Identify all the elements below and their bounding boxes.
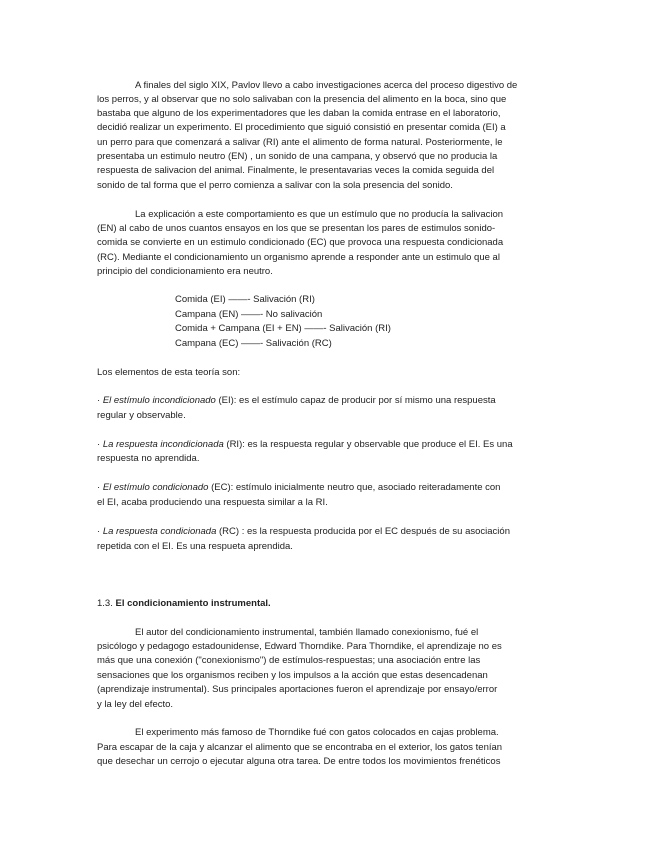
list-item-line: respuesta no aprendida. (97, 453, 200, 464)
text-line: que desechar un cerrojo o ejecutar alguna otra tarea. De entre todos los movimientos frenéticos (97, 756, 501, 767)
section-title: El condicionamiento instrumental. (115, 598, 271, 609)
text-line: más que una conexión ("conexionismo") de estímulos-respuestas; una asociación entre las (97, 655, 481, 666)
text-line: A finales del siglo XIX, Pavlov llevo a cabo investigaciones acerca del proceso digestivo de (135, 80, 518, 91)
list-item-line: regular y observable. (97, 410, 186, 421)
bullet: · (97, 395, 103, 406)
scheme-line: Comida + Campana (EI + EN) ——- Salivación (RI) (175, 323, 391, 334)
text-line: El experimento más famoso de Thorndike fué con gatos colocados en cajas problema. (135, 727, 499, 738)
scheme-line: Campana (EN) ——- No salivación (175, 309, 323, 320)
list-item-term: La respuesta incondicionada (102, 439, 224, 450)
list-item-term: El estímulo condicionado (102, 482, 209, 493)
text-line: decidió realizar un experimento. El procedimiento que siguió consistió en presentar comida (EI) a (97, 122, 506, 133)
list-item-line (97, 439, 513, 451)
bullet: · (97, 439, 103, 450)
text-line: un perro para que comenzará a salivar (RI) ante el alimento de forma natural. Posteriormente, le (97, 137, 503, 148)
text-line: (RC). Mediante el condicionamiento un organismo aprende a responder ante un estimulo que al (97, 252, 500, 263)
elements-intro: Los elementos de esta teoría son: (97, 367, 241, 378)
list-item-term: El estímulo incondicionado (102, 395, 216, 406)
text-line: los perros, y al observar que no solo salivaban con la presencia del alimento en la boca, sino que (97, 94, 507, 105)
text-line: respuesta de salivacion del animal. Finalmente, le presentavarias veces la comida seguida del (97, 165, 495, 176)
list-item-text: (EI): es el estímulo capaz de producir por sí mismo una respuesta (215, 395, 496, 406)
text-line: y la ley del efecto. (97, 699, 174, 710)
text-line: La explicación a este comportamiento es que un estímulo que no producía la salivacion (135, 209, 504, 220)
scheme-line: Comida (EI) ——- Salivación (RI) (175, 294, 315, 305)
list-item-line (97, 482, 500, 494)
text-line: (aprendizaje instrumental). Sus principales aportaciones fueron el aprendizaje por ensayo/error (97, 684, 498, 695)
text-line: principio del condicionamiento era neutro. (97, 266, 273, 277)
list-item-line (97, 395, 496, 407)
scheme-line: Campana (EC) ——- Salivación (RC) (175, 338, 332, 349)
section-heading (97, 598, 271, 610)
text-line: sensaciones que los organismos reciben y los impulsos a la acción que estas desencadenan (97, 670, 488, 681)
text-line: (EN) al cabo de unos cuantos ensayos en los que se presentan los pares de estimulos sonido- (97, 223, 496, 234)
text-line: presentaba un estimulo neutro (EN) , un sonido de una campana, y observó que no producia la (97, 151, 498, 162)
bullet: · (97, 482, 103, 493)
text-line: El autor del condicionamiento instrumental, también llamado conexionismo, fué el (135, 627, 479, 638)
list-item-text: (RI): es la respuesta regular y observable que produce el EI. Es una (223, 439, 513, 450)
text-line: comida se convierte en un estimulo condicionado (EC) que provoca una respuesta condicionada (97, 237, 504, 248)
list-item-line: el EI, acaba produciendo una respuesta similar a la RI. (97, 497, 328, 508)
text-line: Para escapar de la caja y alcanzar el alimento que se encontraba en el exterior, los gatos tenían (97, 742, 503, 753)
text-line: sonido de tal forma que el perro comienza a salivar con la sola presencia del sonido. (97, 180, 453, 191)
text-line: bastaba que alguno de los experimentadores que les daban la comida entrase en el laboratorio, (97, 108, 501, 119)
text-line: psicólogo y pedagogo estadounidense, Edward Thorndike. Para Thorndike, el aprendizaje no es (97, 641, 502, 652)
list-item-line: repetida con el EI. Es una respueta aprendida. (97, 541, 293, 552)
list-item-line (97, 526, 510, 538)
list-item-text: (EC): estímulo inicialmente neutro que, asociado reiteradamente con (208, 482, 501, 493)
section-number: 1.3. (97, 598, 116, 609)
list-item-text: (RC) : es la respuesta producida por el EC después de su asociación (216, 526, 510, 537)
list-item-term: La respuesta condicionada (102, 526, 217, 537)
bullet: · (97, 526, 103, 537)
